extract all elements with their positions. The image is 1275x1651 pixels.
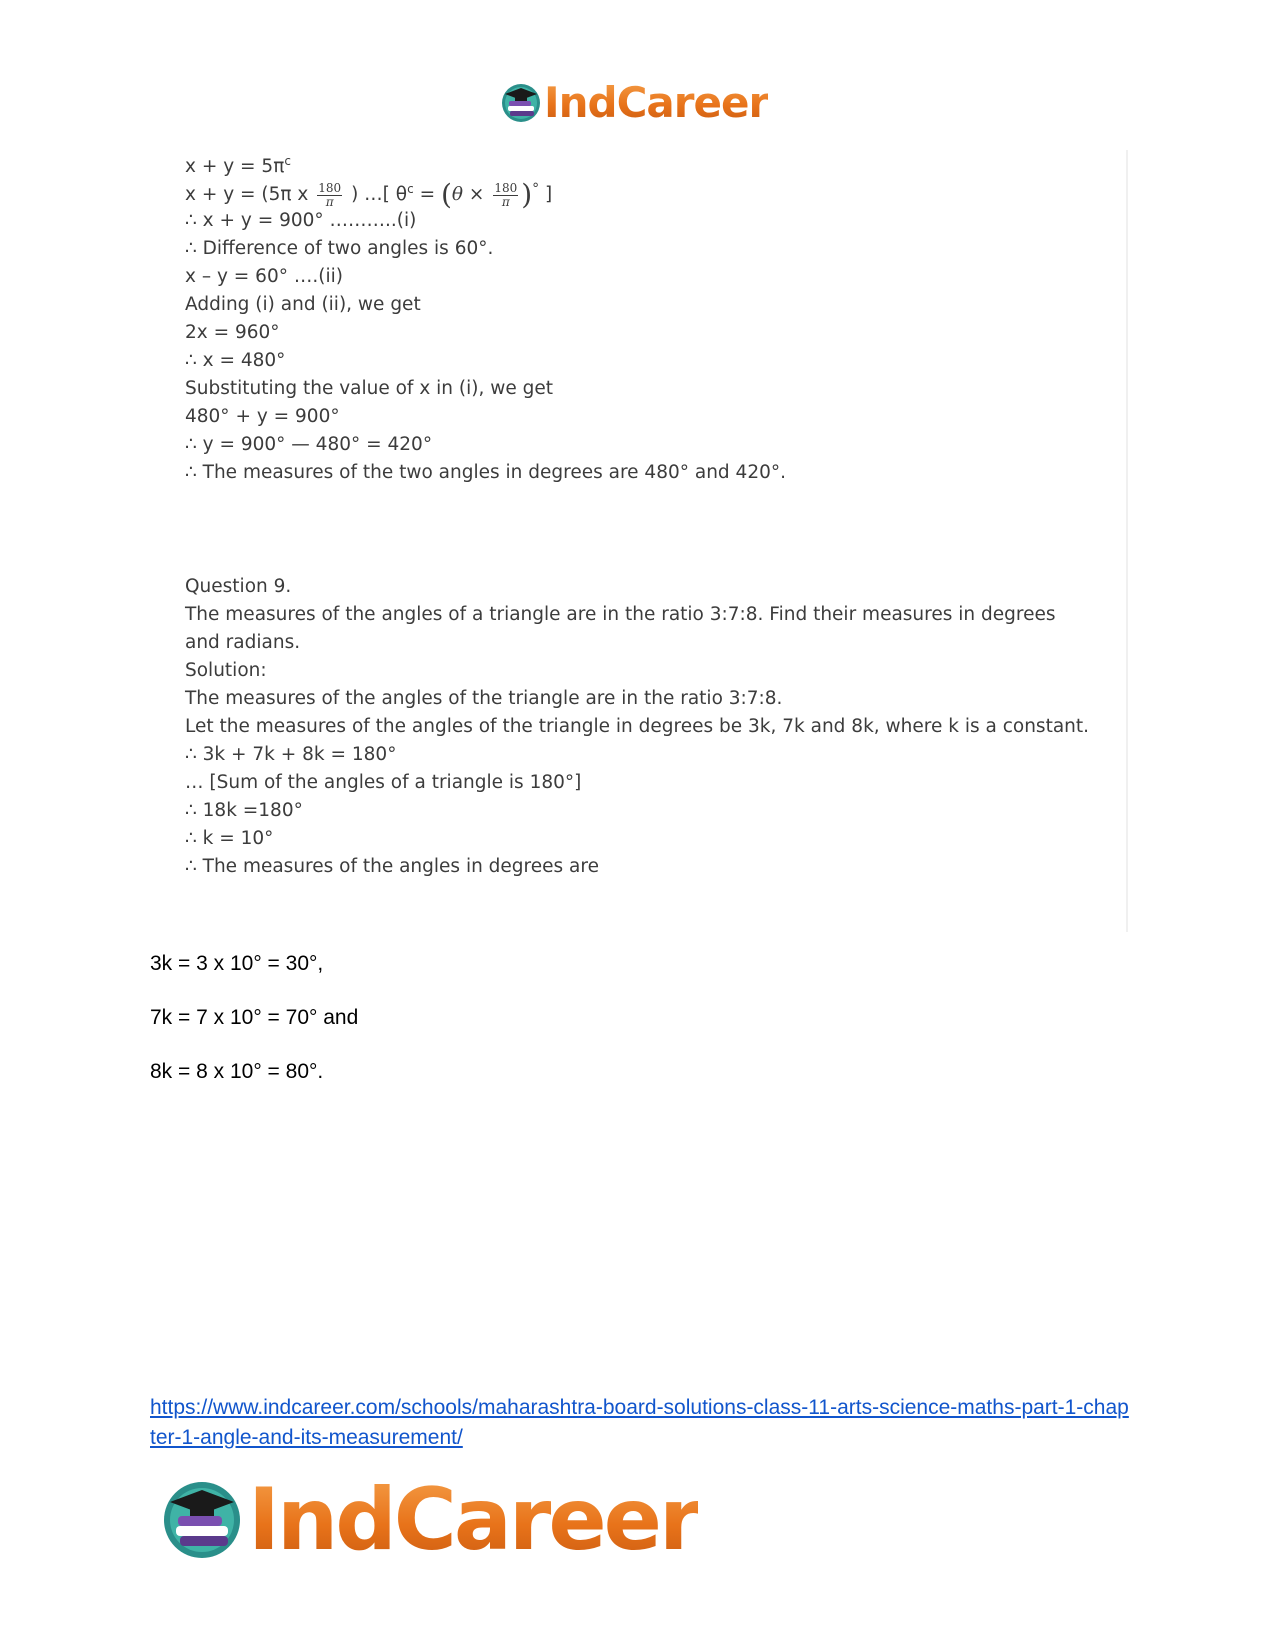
fraction: $\frac{180}{\pi}$	[318, 180, 342, 209]
solution-line: 2x = 960°	[185, 322, 280, 343]
question-title: Question 9.	[185, 576, 292, 597]
equation-line: $x + y = 5\pi^c$	[185, 154, 291, 178]
result-line: 8k = 8 x 10° = 80°.	[150, 1060, 324, 1083]
graduation-cap-books-icon	[160, 1478, 244, 1562]
solution-heading: Solution:	[185, 660, 267, 681]
question-text: and radians.	[185, 632, 301, 653]
header-logo	[500, 78, 768, 127]
solution-line: ∴ The measures of the angles in degrees are	[185, 856, 599, 877]
solution-line: ∴ x + y = 900° ………..(i)	[185, 210, 417, 231]
solution-line: The measures of the angles of the triangle are in the ratio 3:7:8.	[185, 688, 783, 709]
brand-name: IndCareer	[544, 78, 769, 127]
solution-image	[150, 150, 1128, 932]
solution-line: ∴ 18k =180°	[185, 800, 303, 821]
equation-line: x + y = (5π x $\frac{180}{\pi}$ ) …[ $\theta^c = (\theta$ × $\frac{180}{\pi}$ )° ]	[185, 178, 553, 212]
graduation-cap-books-icon	[500, 82, 542, 124]
solution-line: 480° + y = 900°	[185, 406, 340, 427]
solution-line: ∴ The measures of the two angles in degrees are 480° and 420°.	[185, 462, 786, 483]
fraction: $\frac{180}{\pi}$	[494, 180, 518, 209]
solution-line: ∴ y = 900° — 480° = 420°	[185, 434, 433, 455]
brand-name: IndCareer	[248, 1470, 699, 1570]
question-text: The measures of the angles of a triangle are in the ratio 3:7:8. Find their measures in degrees	[185, 604, 1056, 625]
solution-line: ∴ k = 10°	[185, 828, 274, 849]
solution-line: ∴ 3k + 7k + 8k = 180°	[185, 744, 397, 765]
solution-line: ∴ Difference of two angles is 60°.	[185, 238, 494, 259]
solution-line: ∴ x = 480°	[185, 350, 286, 371]
result-line: 7k = 7 x 10° = 70° and	[150, 1006, 359, 1029]
result-line: 3k = 3 x 10° = 30°,	[150, 952, 324, 975]
solution-line: Let the measures of the angles of the triangle in degrees be 3k, 7k and 8k, where k is a constant.	[185, 716, 1090, 737]
solution-line: x – y = 60° ….(ii)	[185, 266, 343, 287]
source-link[interactable]: https://www.indcareer.com/schools/maharashtra-board-solutions-class-11-arts-science-maths-part-1-chapter-1-angle-and-its-measurement/	[150, 1396, 1129, 1449]
solution-line: Substituting the value of x in (i), we get	[185, 378, 554, 399]
solution-line: … [Sum of the angles of a triangle is 180°]	[185, 772, 582, 793]
footer-logo	[160, 1470, 698, 1570]
solution-line: Adding (i) and (ii), we get	[185, 294, 421, 315]
